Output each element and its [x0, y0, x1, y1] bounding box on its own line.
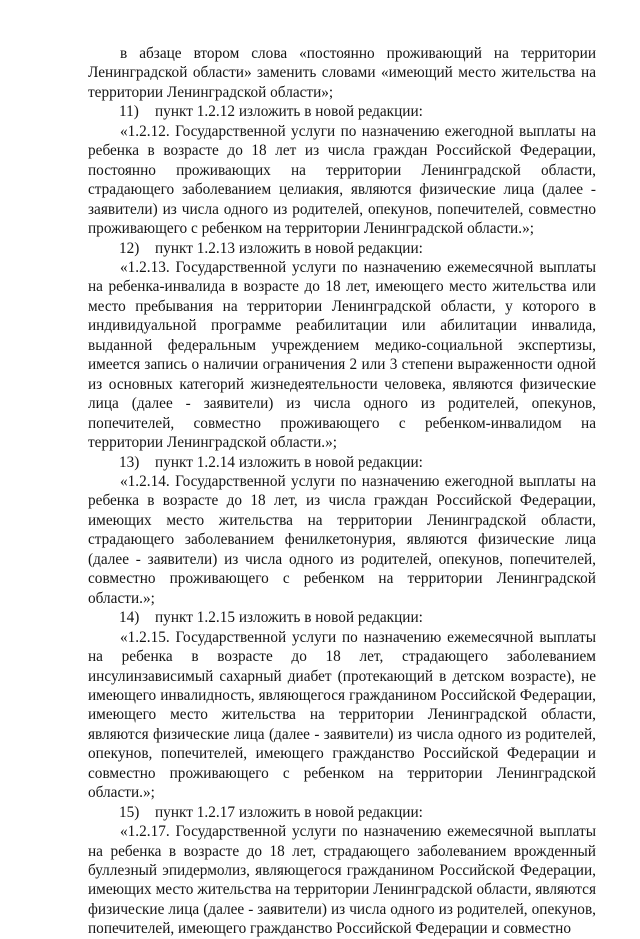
- paragraph: «1.2.14. Государственной услуги по назначению ежегодной выплаты на ребенка в возрасте до 18 лет, из числа граждан Российской Федерации, имеющих место жительства на территории Ленинградской области, страдающего заболеванием фенилкетонурия, являются физические лица (далее - заявители) из числа одного из родителей, опекунов, попечителей, совместно проживающего с ребенком на территории Ленинградской области.»;: [88, 472, 596, 607]
- list-item: [88, 608, 596, 627]
- paragraph: «1.2.13. Государственной услуги по назначению ежемесячной выплаты на ребенка-инвалида в возрасте до 18 лет, имеющего место жительства или место пребывания на территории Ленинградской области, у которого в индивидуальной программе реабилитации или абилитации инвалида, выданной федеральным учреждением медико-социальной экспертизы, имеется запись о наличии ограничения 2 или 3 степени выраженности одной из основных категорий жизнедеятельности человека, являются физические лица (далее - заявители) из числа одного из родителей, опекунов, попечителей, совместно проживающего с ребенком-инвалидом на территории Ленинградской области.»;: [88, 258, 596, 452]
- paragraph: в абзаце втором слова «постоянно проживающий на территории Ленинградской области» заменить словами «имеющий место жительства на территории Ленинградской области»;: [88, 45, 596, 101]
- item-number: 15): [119, 803, 140, 821]
- item-text: пункт 1.2.12 изложить в новой редакции:: [155, 103, 423, 121]
- item-number: 11): [119, 103, 139, 121]
- item-number: 13): [119, 453, 140, 471]
- list-item: [88, 803, 596, 822]
- paragraph: «1.2.15. Государственной услуги по назначению ежемесячной выплаты на ребенка в возрасте до 18 лет, страдающего заболеванием инсулинзависимый сахарный диабет (протекающий в детском возрасте), не имеющего инвалидность, являющегося гражданином Российской Федерации, имеющего место жительства на территории Ленинградской области, являются физические лица (далее - заявители) из числа одного из родителей, опекунов, попечителей, имеющего гражданство Российской Федерации и совместно проживающего с ребенком на территории Ленинградской области.»;: [88, 628, 596, 802]
- item-text: пункт 1.2.15 изложить в новой редакции:: [155, 609, 423, 627]
- item-text: пункт 1.2.13 изложить в новой редакции:: [155, 239, 423, 257]
- item-number: 14): [119, 609, 140, 627]
- list-item: [88, 453, 596, 472]
- paragraph: «1.2.12. Государственной услуги по назначению ежегодной выплаты на ребенка в возрасте до 18 лет из числа граждан Российской Федерации, постоянно проживающих на территории Ленинградской области, страдающего заболеванием целиакия, являются физические лица (далее - заявители) из числа одного из родителей, опекунов, попечителей, совместно проживающего с ребенком на территории Ленинградской области.»;: [88, 122, 596, 238]
- paragraph: «1.2.17. Государственной услуги по назначению ежемесячной выплаты на ребенка в возрасте до 18 лет, страдающего заболеванием врожденный буллезный эпидермолиз, являющегося гражданином Российской Федерации, имеющих место жительства на территории Ленинградской области, являются физические лица (далее - заявители) из числа одного из родителей, опекунов, попечителей, имеющего гражданство Российской Федерации и совместно: [88, 823, 596, 938]
- item-text: пункт 1.2.17 изложить в новой редакции:: [155, 803, 423, 821]
- item-number: 12): [119, 239, 140, 257]
- list-item: [88, 239, 596, 258]
- list-item: [88, 102, 596, 121]
- item-text: пункт 1.2.14 изложить в новой редакции:: [155, 453, 423, 471]
